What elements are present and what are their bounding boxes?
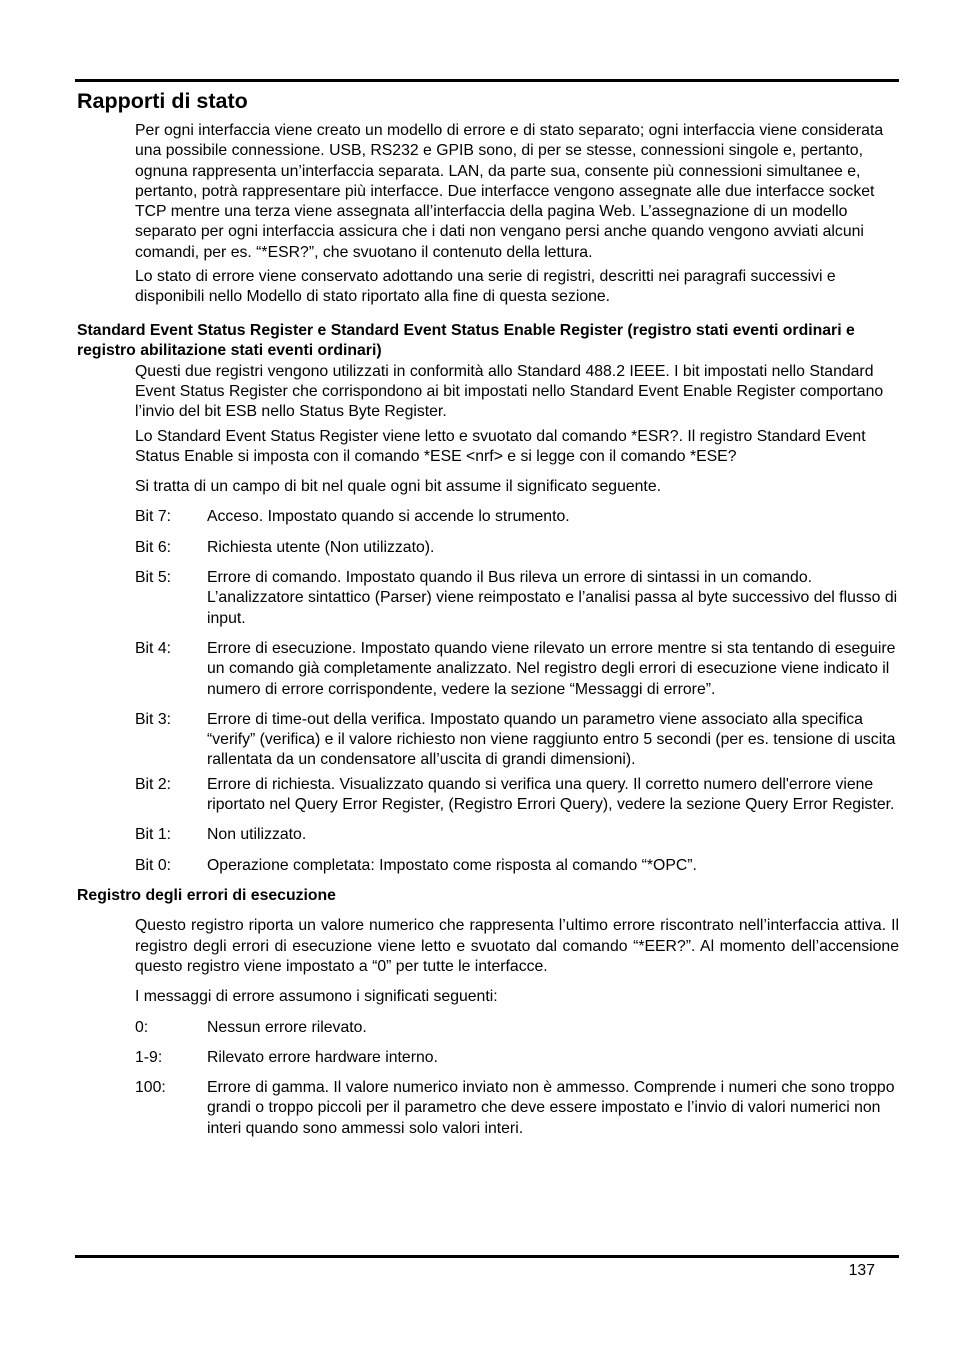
bit-label: Bit 0:	[135, 856, 171, 874]
sesr-paragraph-3: Si tratta di un campo di bit nel quale ogni bit assume il significato seguente.	[135, 478, 661, 496]
bit-description: Errore di comando. Impostato quando il Bus rileva un errore di sintassi in un comando. L’analizzatore sintattico (Parser) viene reimpostato e l’analisi passa al byte successivo del flusso di input.	[207, 569, 898, 627]
bit-description: Acceso. Impostato quando si accende lo strumento.	[207, 508, 570, 526]
bit-row	[135, 568, 899, 629]
intro-paragraph-2: Lo stato di errore viene conservato adottando una serie di registri, descritti nei paragrafi successivi e disponibili nello Modello di stato riportato alla fine di questa sezione.	[135, 268, 836, 306]
bit-row	[135, 538, 899, 558]
bit-description: Errore di time-out della verifica. Impostato quando un parametro viene associato alla specifica “verify” (verifica) e il valore richiesto non viene raggiunto entro 5 secondi (per es. tensione di uscita rallentata da un condensatore all’uscita di grandi dimensioni).	[207, 710, 896, 769]
bit-row	[135, 507, 899, 527]
bit-description: Errore di richiesta. Visualizzato quando si verifica una query. Il corretto numero dell'errore viene riportato nel Query Error Register, (Registro Errori Query), vedere la sezione Query Error Register.	[207, 775, 895, 814]
bit-label: Bit 3:	[135, 710, 171, 728]
bit-row	[135, 856, 899, 876]
bit-description: Richiesta utente (Non utilizzato).	[207, 538, 435, 556]
bit-row	[135, 639, 899, 700]
error-code-row	[135, 1048, 899, 1068]
page-title: Rapporti di stato	[77, 89, 248, 113]
error-code-label: 1-9:	[135, 1048, 163, 1066]
eer-paragraph-2: I messaggi di errore assumono i significati seguenti:	[135, 988, 498, 1006]
error-code-row	[135, 1078, 899, 1139]
bit-description: Non utilizzato.	[207, 826, 307, 844]
page-content	[77, 88, 899, 1139]
footer-rule	[75, 1255, 899, 1258]
section-heading-sesr: Standard Event Status Register e Standard Event Status Enable Register (registro stati eventi ordinari e registro abilitazione stati eventi ordinari)	[77, 321, 855, 360]
bit-label: Bit 1:	[135, 826, 171, 844]
error-code-description: Rilevato errore hardware interno.	[207, 1048, 438, 1066]
bit-label: Bit 4:	[135, 639, 171, 657]
error-code-row	[135, 1018, 899, 1038]
section-heading-execution-errors: Registro degli errori di esecuzione	[77, 886, 336, 904]
error-code-description: Nessun errore rilevato.	[207, 1018, 367, 1036]
bit-row	[135, 710, 899, 771]
bit-description: Errore di esecuzione. Impostato quando viene rilevato un errore mentre si sta tentando di eseguire un comando già completamente analizzato. Nel registro degli errori di esecuzione viene indicato il numero di errore corrispondente, vedere la sezione “Messaggi di errore”.	[207, 639, 896, 698]
bit-label: Bit 7:	[135, 508, 171, 526]
sesr-paragraph-2: Lo Standard Event Status Register viene letto e svuotato dal comando *ESR?. Il registro Standard Event Status Enable si imposta con il comando *ESE <nrf> e si legge con il comando *ESE?	[135, 427, 866, 465]
bit-row	[135, 825, 899, 845]
bit-label: Bit 6:	[135, 538, 171, 556]
intro-paragraph-1: Per ogni interfaccia viene creato un modello di errore e di stato separato; ogni interfaccia viene considerata una possibile connessione. USB, RS232 e GPIB sono, di per se stesse, connessioni singole e, pertanto, ognuna rappresenta un’interfaccia separata. LAN, da parte sua, consente più connessioni simultanee e, pertanto, potrà rappresentare più interfacce. Due interfacce vengono assegnate alle due interfacce socket TCP mentre una terza viene assegnata all’interfaccia della pagina Web. L’assegnazione di un modello separato per ogni interfaccia assicura che i dati non vengano persi anche quando vengono avviati alcuni comandi, per es. “*ESR?”, che svuotano il contenuto della lettura.	[135, 122, 884, 261]
bit-description: Operazione completata: Impostato come risposta al comando “*OPC”.	[207, 856, 697, 874]
error-code-label: 0:	[135, 1018, 149, 1036]
eer-paragraph-1: Questo registro riporta un valore numerico che rappresenta l’ultimo errore riscontrato nell’interfaccia attiva. Il registro degli errori di esecuzione viene letto e svuotato dal comando “*EER?”. Al momento dell’accensione questo registro viene impostato a “0” per tutte le interfacce.	[135, 917, 899, 975]
error-code-description: Errore di gamma. Il valore numerico inviato non è ammesso. Comprende i numeri che sono troppo grandi o troppo piccoli per il parametro che deve essere impostato e l’invio di valori numerici non interi quando sono ammessi solo valori interi.	[207, 1079, 895, 1137]
error-code-label: 100:	[135, 1079, 166, 1097]
bit-label: Bit 5:	[135, 569, 171, 587]
bit-row	[135, 775, 899, 816]
bit-label: Bit 2:	[135, 775, 171, 793]
page-number: 137	[848, 1262, 875, 1279]
sesr-paragraph-1: Questi due registri vengono utilizzati in conformità allo Standard 488.2 IEEE. I bit impostati nello Standard Event Status Register che corrispondono ai bit impostati nello Standard Event Enable Register comportano l’invio del bit ESB nello Status Byte Register.	[135, 362, 884, 421]
header-rule	[75, 79, 899, 82]
